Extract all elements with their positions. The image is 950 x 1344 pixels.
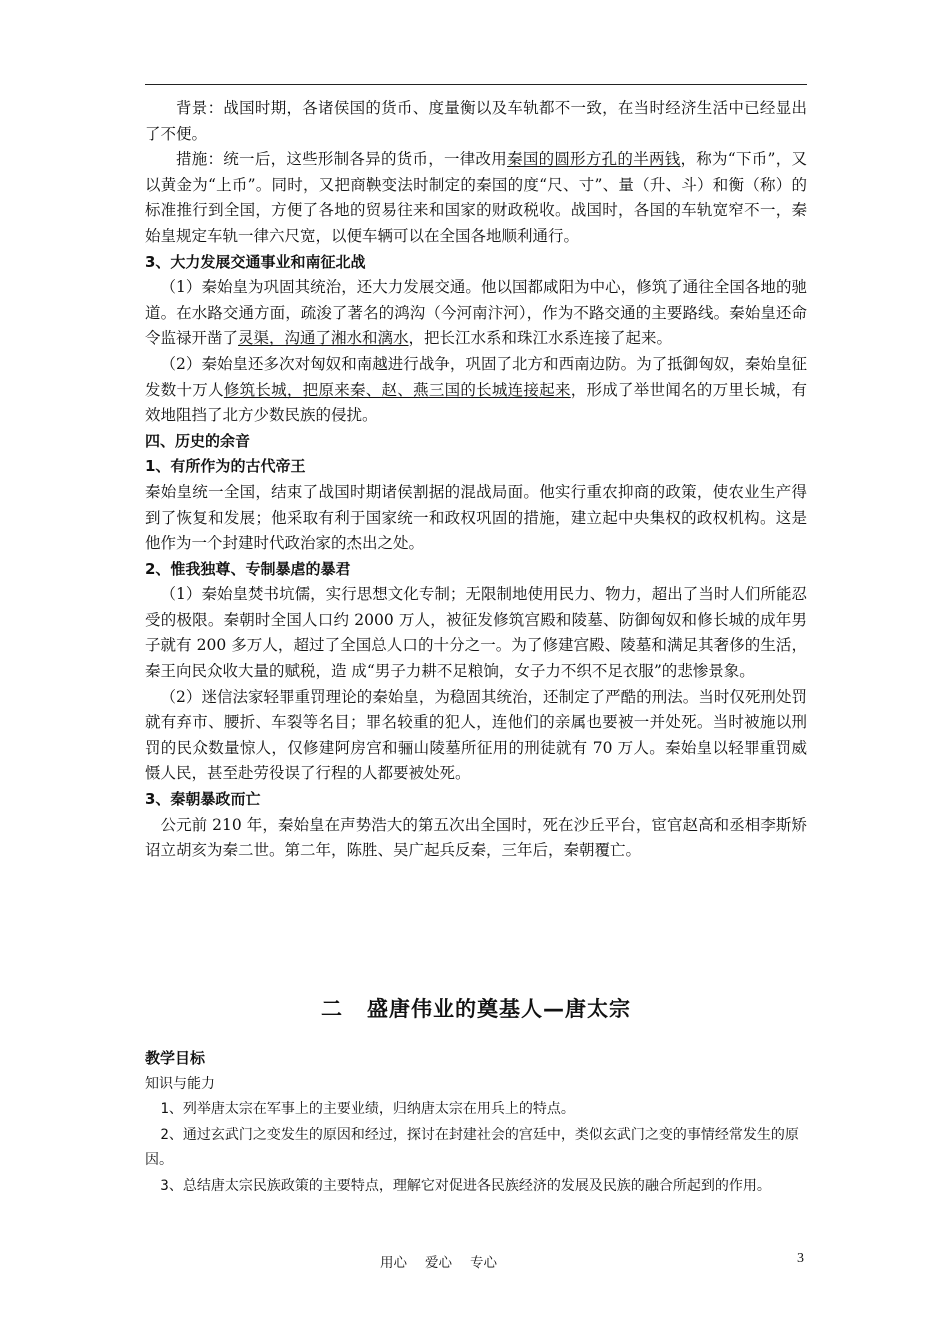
background-text: 战国时期，各诸侯国的货币、度量衡以及车轨都不一致，在当时经济生活中已经显出了不便。 [145,99,807,143]
header-rule [145,84,807,85]
underlined-half-liang-coin: 秦国的圆形方孔的半两钱 [507,150,681,169]
transport-text-pre: （1）秦始皇为巩固其统治，还大力发展交通。他以国都咸阳为中心，修筑了通往全国各地的驰道。在水路交通方面，疏浚了著名的鸿沟（今河南汴河），作为不路交通的主要路线。秦始皇还命令监禄开凿了 [145,278,807,348]
chapter-number: 二 [321,997,343,1021]
accomplished-paragraph: 秦始皇统一全国，结束了战国时期诸侯割据的混战局面。他实行重农抑商的政策，使农业生产得到了恢复和发展；他采取有利于国家统一和政权巩固的措施，建立起中央集权的政权机构。这是他作为一个封建时代政治家的杰出之处。 [145,482,807,553]
goal-item-3: 3、总结唐太宗民族政策的主要特点，理解它对促进各民族经济的发展及民族的融合所起到的作用。 [160,1177,771,1194]
underlined-great-wall: 修筑长城，把原来秦、赵、燕三国的长城连接起来 [223,380,571,399]
chapter-title [145,993,807,1023]
heading-transport: 3、大力发展交通事业和南征北战 [145,252,366,271]
tyrant-paragraph-1: （1）秦始皇焚书坑儒，实行思想文化专制；无限制地使用民力、物力，超出了当时人们所能忍受的极限。秦朝时全国人口约 2000 万人，被征发修筑宫殿和陵墓、防御匈奴和修长城的成年男子就有 200 多万人，超过了全国总人口的十分之一。为了修建宫殿、陵墓和满足其奢侈的生活，秦王向民众收大量的赋税，造 成“男子力耕不足粮饷，女子力不织不足衣服”的悲惨景象。 [145,585,807,681]
underlined-lingqu-canal: 灵渠，沟通了湘水和漓水 [238,329,409,348]
background-label: 背景： [176,99,224,117]
measures-paragraph [145,147,807,249]
chapter-title-text: 盛唐伟业的奠基人—唐太宗 [367,997,631,1021]
motto-word: 爱心 [425,1255,452,1271]
measures-text-pre: 统一后，这些形制各异的货币，一律改用 [223,150,508,169]
teaching-goals-heading: 教学目标 [145,1049,206,1067]
goal-item-1: 1、列举唐太宗在军事上的主要业绩，归纳唐太宗在用兵上的特点。 [160,1101,575,1118]
motto-word: 用心 [380,1255,407,1271]
footer-motto [380,1251,515,1271]
background-paragraph [145,96,807,147]
heading-echo-of-history: 四、历史的余音 [145,431,251,450]
knowledge-ability-subheading: 知识与能力 [145,1075,215,1092]
heading-tyrant: 2、惟我独尊、专制暴虐的暴君 [145,559,351,578]
transport-paragraph [145,275,807,352]
heading-qin-fall: 3、秦朝暴政而亡 [145,790,261,809]
qin-fall-paragraph: 公元前 210 年，秦始皇在声势浩大的第五次出全国时，死在沙丘平台，宦官赵高和丞相李斯矫诏立胡亥为秦二世。第二年，陈胜、吴广起兵反秦，三年后，秦朝覆亡。 [145,815,807,860]
wall-text-pre: （2）秦始皇还多次对匈奴和南越进行战争，巩固了北方和西南边防。为了抵御匈奴，秦始皇征发数十万人 [145,354,807,399]
page-number: 3 [797,1251,804,1266]
tyrant-paragraph-2: （2）迷信法家轻罪重罚理论的秦始皇，为稳固其统治，还制定了严酷的刑法。当时仅死刑处罚就有弃市、腰折、车裂等名目；罪名较重的犯人，连他们的亲属也要被一并处死。当时被施以刑罚的民众数量惊人，仅修建阿房宫和骊山陵墓所征用的刑徒就有 70 万人。秦始皇以轻罪重罚威慑人民，甚至赴劳役误了行程的人都要被处死。 [145,687,807,783]
heading-accomplished-emperor: 1、有所作为的古代帝王 [145,457,306,476]
teaching-goals [145,1046,807,1200]
measures-label: 措施： [176,150,224,169]
wall-text-post: ，形成了举世闻名的万里长城，有效地阻挡了北方少数民族的侵扰。 [145,380,807,425]
page-body [145,96,807,864]
wall-paragraph [145,352,807,429]
motto-word: 专心 [470,1255,497,1271]
measures-text-post: ，称为“下币”，又以黄金为“上币”。同时，又把商鞅变法时制定的秦国的度“尺、寸”、量（升、斗）和衡（称）的标准推行到全国，方便了各地的贸易往来和国家的财政税收。战国时，各国的车轨宽窄不一，秦始皇规定车轨一律六尺宽，以便车辆可以在全国各地顺利通行。 [145,150,807,245]
goal-item-2: 2、通过玄武门之变发生的原因和经过，探讨在封建社会的宫廷中，类似玄武门之变的事情经常发生的原因。 [145,1126,799,1169]
transport-text-post: ，把长江水系和珠江水系连接了起来。 [408,329,673,348]
